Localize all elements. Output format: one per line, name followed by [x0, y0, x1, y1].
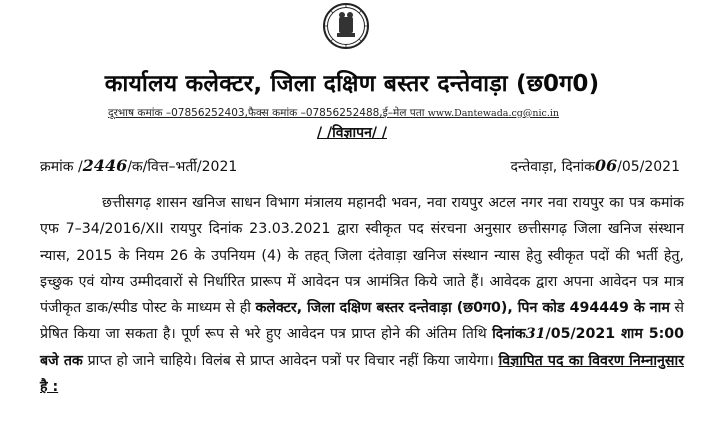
state-emblem-icon	[322, 2, 370, 50]
deadline-prefix: दिनांक	[492, 326, 526, 343]
email-address: www.Dantewada.cg@nic.in	[427, 108, 560, 119]
reference-prefix: क्रमांक /	[40, 159, 83, 175]
reference-handwritten-number: 2446	[82, 156, 128, 175]
reference-date	[510, 156, 680, 176]
deadline-suffix: /05/2021 शाम 5:00 बजे तक	[40, 326, 684, 369]
date-suffix: /05/2021	[617, 159, 680, 175]
body-text-2: से प्रेषित किया जा सकता है। पूर्ण रूप से भरे हुए आवेदन पत्र प्राप्त होने की अंतिम तिथि	[40, 300, 685, 343]
notice-heading	[0, 123, 704, 142]
body-text-3: प्राप्त हो जाने चाहिये। विलंब से प्राप्त आवेदन पत्रों पर विचार नहीं किया जायेगा।	[82, 352, 499, 369]
page-title: कार्यालय कलेक्टर, जिला दक्षिण बस्तर दन्तेवाड़ा (छ0ग0)	[104, 71, 600, 97]
notice-body	[40, 190, 684, 400]
date-handwritten-day: 06	[594, 156, 618, 175]
reference-number	[40, 156, 237, 176]
reference-suffix: /क/वित्त–भर्ती/2021	[127, 159, 238, 175]
deadline-handwritten-day: 31	[525, 326, 546, 343]
body-bold-post-details: विज्ञापित पद का विवरण निम्नानुसार है :	[40, 352, 685, 396]
contact-line	[108, 106, 608, 120]
body-text-1: छत्तीसगढ़ शासन खनिज साधन विभाग मंत्रालय महानदी भवन, नवा रायपुर अटल नगर नवा रायपुर का पत्र कमांक एफ 7–34/2016/XII रायपुर दिनांक 23.03.2021 द्वारा स्वीकृत पद संरचना अनुसार छत्तीसगढ़ जिला खनिज संस्थान न्यास, 2015 के नियम 26 के उपनियम (4) के तहत् जिला दंतेवाड़ा खनिज संस्थान न्यास हेतु स्वीकृत पदों की भर्ती हेतु, इच्छुक एवं योग्य उम्मीदवारों से निर्धारित प्रारूप में आवेदन पत्र आमंत्रित किये जाते हैं। आवेदक द्वारा अपना आवेदन पत्र मात्र पंजीकृत डाक/स्पीड पोस्ट के माध्यम से ही	[40, 195, 684, 317]
notice-heading-text: / /विज्ञापन/ /	[317, 125, 387, 141]
contact-text: दूरभाष कमांक –07856252403,फैक्स कमांक –07856252488,ई–मेल पता	[108, 107, 428, 119]
body-bold-address: कलेक्टर, जिला दक्षिण बस्तर दन्तेवाड़ा (छ0ग0), पिन कोड 494449 के नाम	[255, 300, 670, 317]
date-prefix: दन्तेवाड़ा, दिनांक	[510, 159, 595, 175]
